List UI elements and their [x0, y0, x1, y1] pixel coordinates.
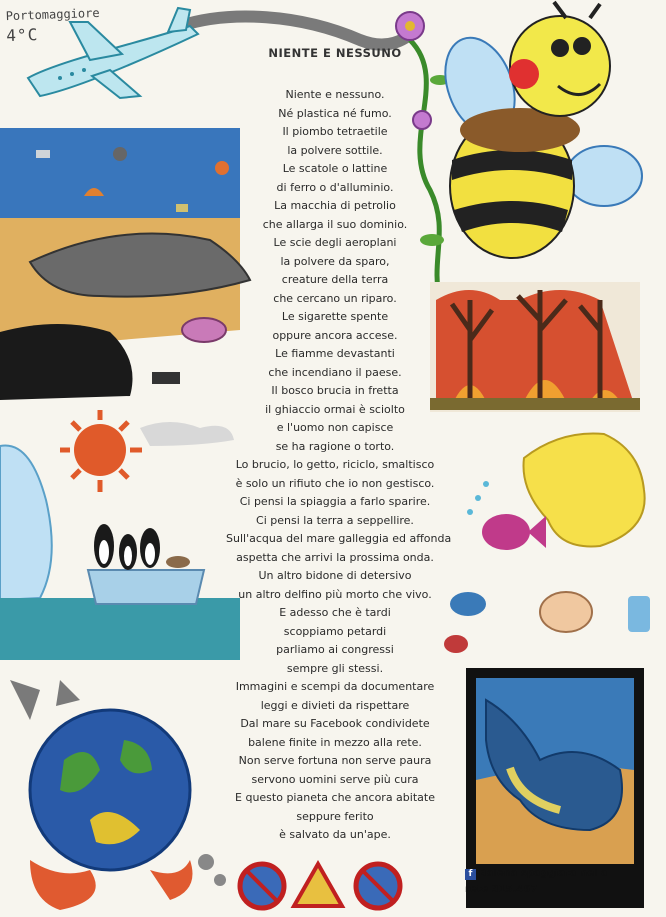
- burning-forest-drawing: [430, 282, 640, 412]
- poem-line: che incendiano il paese.: [268, 365, 402, 379]
- poem-line: servono uomini serve più cura: [251, 772, 419, 786]
- poem-line: la polvere da sparo,: [280, 254, 390, 268]
- poem-line: leggi e divieti da rispettare: [260, 698, 410, 712]
- poem-line: Le scie degli aeroplani: [273, 236, 397, 249]
- sea-trash-drawing: [0, 128, 250, 400]
- poem-line: Dal mare su Facebook condividete: [240, 717, 430, 730]
- like-count: 315.467: [491, 884, 538, 895]
- poem-line: Il piombo tetraetile: [282, 125, 388, 138]
- poem-line: scoppiamo petardi: [283, 624, 387, 638]
- poem-line: la polvere sottile.: [287, 143, 383, 157]
- poem-line: E adesso che è tardi: [279, 606, 391, 619]
- poem-line: se ha ragione o torto.: [275, 439, 395, 453]
- poem-line: Le sigarette spente: [281, 310, 389, 323]
- prohibition-signs-drawing: [240, 864, 400, 908]
- facebook-post-caption: [465, 866, 645, 898]
- poem-line: è salvato da un'ape.: [279, 828, 391, 841]
- poem-line: Né plastica né fumo.: [278, 106, 392, 120]
- polluted-earth-drawing: [10, 680, 226, 910]
- poem-line: Le scatole o lattine: [282, 162, 388, 175]
- plastic-bag-fish-drawing: [444, 434, 650, 654]
- poem-lines: [226, 86, 452, 845]
- poem-line: è solo un rifiuto che io non gestisco.: [235, 476, 435, 490]
- poem-line: Ci pensi la spiaggia a farlo sparire.: [239, 495, 431, 508]
- location-temperature-label: [5, 2, 126, 46]
- poem-line: seppure ferito: [296, 809, 374, 823]
- poem-line: balene finite in mezzo alla rete.: [248, 735, 422, 749]
- melting-ice-drawing: [0, 410, 240, 660]
- poem-line: di ferro o d'alluminio.: [276, 180, 394, 194]
- poem-line: sempre gli stessi.: [286, 661, 384, 675]
- poem-line: aspetta che arrivi la prossima onda.: [236, 550, 434, 564]
- poem-line: Ci pensi la terra a seppellire.: [256, 513, 414, 527]
- poem-line: Niente e nessuno.: [285, 88, 385, 101]
- poem-line: Lo brucio, lo getto, riciclo, smaltisco: [235, 458, 435, 471]
- poem-title: NIENTE E NESSUNO: [268, 46, 402, 60]
- temperature-value: 4°C: [6, 24, 39, 46]
- poem-line: parliamo ai congressi: [276, 643, 394, 656]
- poem-line: e l'uomo non capisce: [276, 421, 394, 434]
- caption-line-1: Balena spaggiata nella: [479, 868, 608, 879]
- facebook-icon: f: [465, 869, 476, 880]
- poem-line: che cercano un riparo.: [273, 291, 397, 305]
- caption-line-2: rete: [465, 884, 489, 895]
- poem-line: Il bosco brucia in fretta: [271, 384, 399, 397]
- poem-line: che allarga il suo dominio.: [262, 217, 408, 231]
- poem-line: E questo pianeta che ancora abitate: [235, 791, 435, 804]
- bee-drawing: [433, 2, 642, 258]
- poem-line: Non serve fortuna non serve paura: [238, 754, 432, 767]
- poem-block: [226, 46, 452, 845]
- poem-line: creature della terra: [281, 273, 389, 286]
- poem-line: un altro delfino più morto che vivo.: [238, 587, 432, 601]
- poem-line: La macchia di petrolio: [274, 199, 396, 212]
- poem-line: il ghiaccio ormai è sciolto: [265, 402, 405, 416]
- location-name: Portomaggiore: [5, 5, 100, 24]
- poem-line: Le fiamme devastanti: [275, 347, 395, 360]
- poem-line: oppure ancora accese.: [272, 328, 398, 342]
- poem-line: Un altro bidone di detersivo: [258, 569, 412, 582]
- poem-line: Immagini e scempi da documentare: [235, 680, 435, 693]
- poem-line: Sull'acqua del mare galleggia ed affonda: [226, 532, 452, 545]
